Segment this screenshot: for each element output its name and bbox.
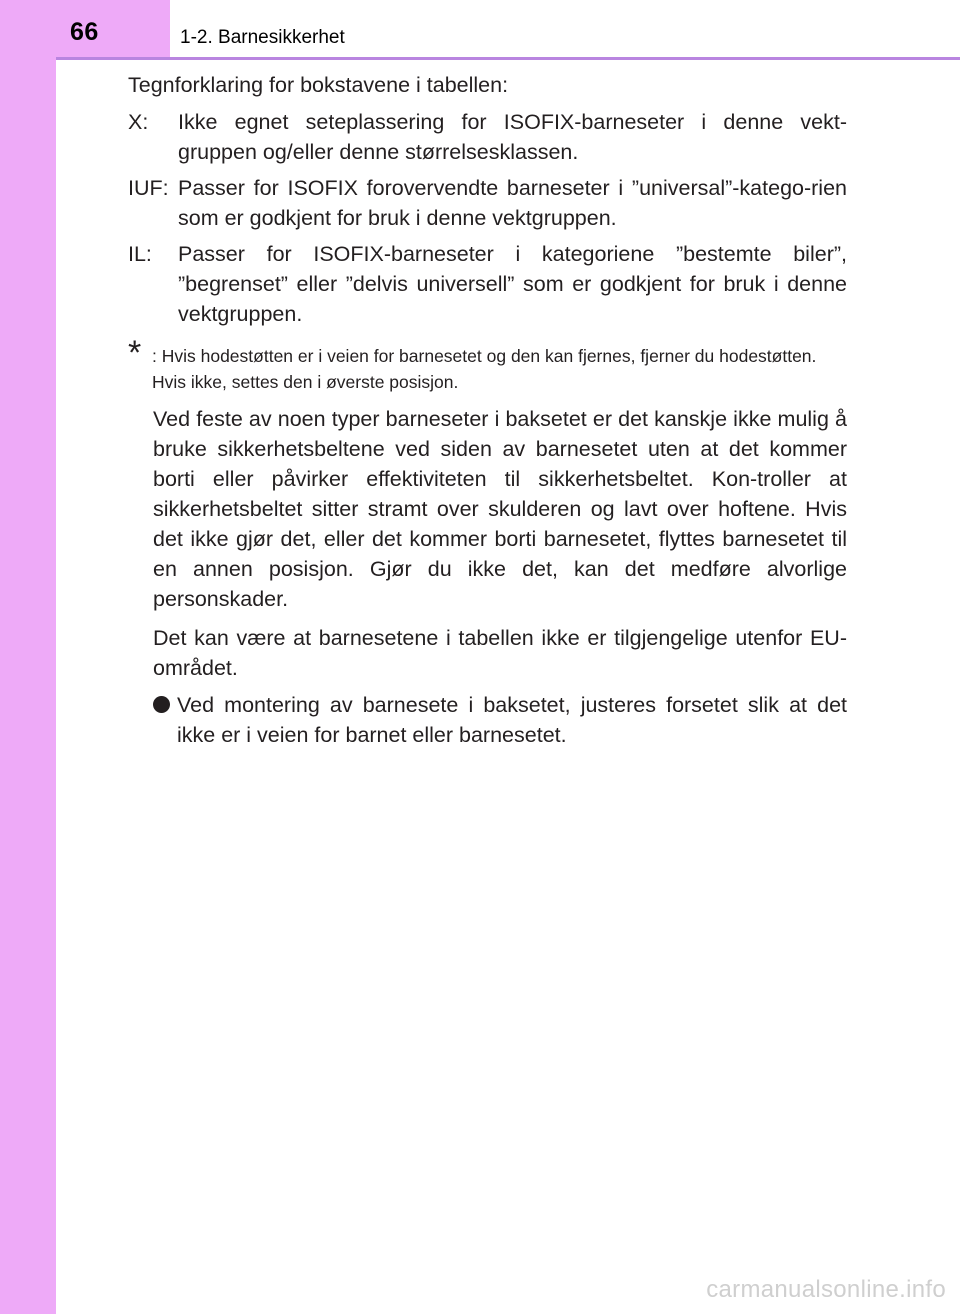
legend-key: IL: (128, 242, 152, 266)
page-number: 66 (70, 18, 99, 46)
header-rule (56, 57, 960, 60)
footnote (128, 334, 847, 395)
side-margin-tab (0, 0, 56, 1314)
bullet-text: Ved montering av barnesete i baksetet, justeres forsetet slik at det ikke er i veien for barnet eller barnesetet. (177, 693, 847, 747)
footnote-marker (128, 334, 152, 395)
section-title: 1-2. Barnesikkerhet (180, 27, 345, 48)
footnote-line: Hvis ikke, settes den i øverste posisjon. (152, 372, 459, 392)
legend-row-il (128, 239, 847, 329)
legend-description: Passer for ISOFIX forovervendte barneseter i ”universal”-katego-rien som er godkjent for bruk i denne vektgruppen. (178, 176, 847, 230)
bullet-item (153, 690, 847, 750)
page-content (128, 70, 847, 750)
legend-intro: Tegnforklaring for bokstavene i tabellen: (128, 73, 509, 97)
legend-row-iuf (128, 173, 847, 233)
body-paragraph: Det kan være at barnesetene i tabellen ikke er tilgjengelige utenfor EU-området. (153, 626, 847, 680)
footnote-body (152, 343, 847, 395)
footnote-line: : Hvis hodestøtten er i veien for barnesetet og den kan fjernes, fjerner du hodestøtten. (152, 346, 817, 366)
body-paragraph: Ved feste av noen typer barneseter i baksetet er det kanskje ikke mulig å bruke sikkerhetsbeltene ved siden av barnesetet uten at det kommer borti eller påvirker effektiviteten til sikkerhetsbeltet. Kon-troller at sikkerhetsbeltet sitter stramt over skulderen og lavt over hoftene. Hvis det ikke gjør det, eller det kommer borti barnesetet, flyttes barnesetet til en annen posisjon. Gjør du ikke det, kan det medføre alvorlige personskader. (153, 407, 847, 611)
asterisk-icon: * (128, 334, 142, 372)
legend-row-x (128, 107, 847, 167)
legend-description: Passer for ISOFIX-barneseter i kategoriene ”bestemte biler”, ”begrenset” eller ”delvis universell” som er godkjent for bruk i denne vektgruppen. (178, 242, 847, 326)
legend-description: Ikke egnet seteplassering for ISOFIX-barneseter i denne vekt-gruppen og/eller denne størrelsesklassen. (178, 110, 847, 164)
watermark: carmanualsonline.info (706, 1276, 946, 1303)
legend-key: IUF: (128, 176, 169, 200)
legend-key: X: (128, 110, 149, 134)
bullet-dot-icon (153, 696, 170, 713)
bullet-marker (153, 690, 177, 750)
